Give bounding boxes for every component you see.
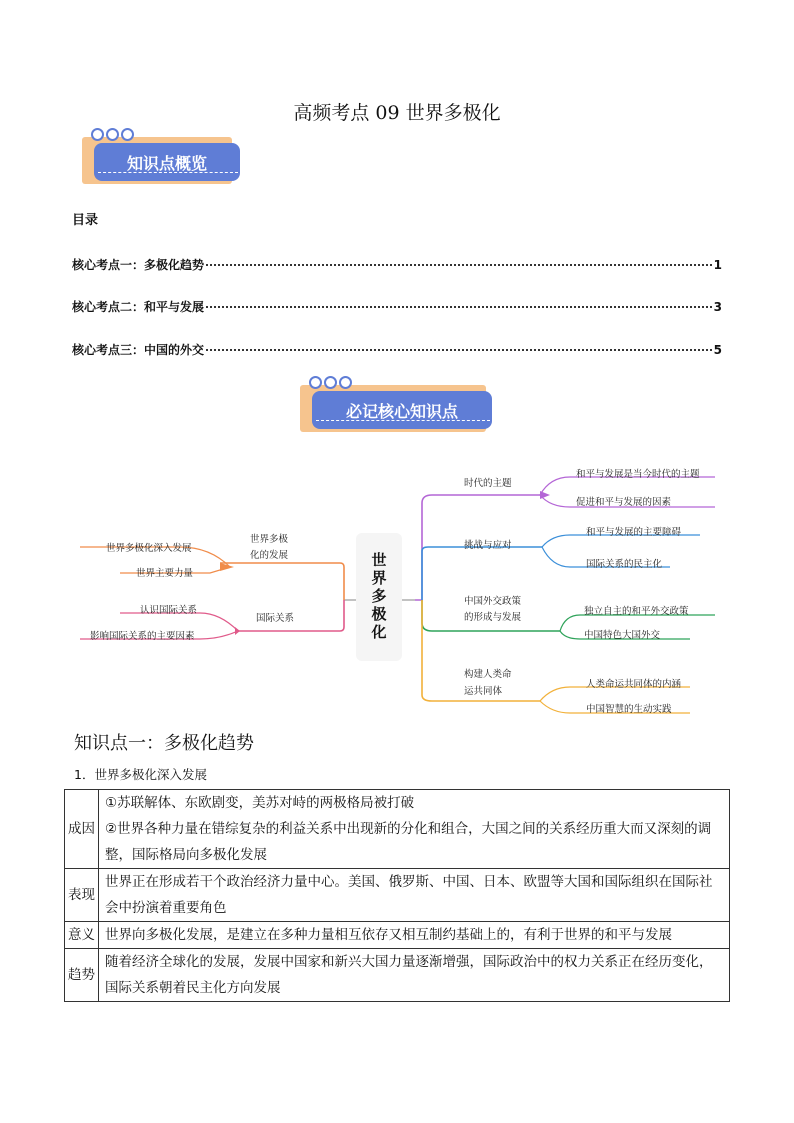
leaf-label: 人类命运共同体的内涵 xyxy=(586,679,682,690)
node-label: 挑战与应对 xyxy=(464,540,512,551)
section-subtitle: 1．世界多极化深入发展 xyxy=(74,767,207,782)
toc-leader xyxy=(206,349,712,351)
toc-item-label: 核心考点二：和平与发展 xyxy=(72,300,205,314)
overview-banner xyxy=(82,128,242,190)
node-label: 构建人类命 xyxy=(464,669,512,680)
mind-map xyxy=(60,455,740,730)
toc-item-page: 3 xyxy=(713,300,722,314)
row-line: ①苏联解体、东欧剧变，美苏对峙的两极格局被打破 xyxy=(105,795,415,811)
toc-leader xyxy=(206,306,712,308)
row-content: 世界正在形成若干个政治经济力量中心。美国、俄罗斯、中国、日本、欧盟等大国和国际组织在国际社会中扮演着重要角色 xyxy=(99,869,730,922)
toc-item-2[interactable] xyxy=(72,298,722,315)
row-head: 成因 xyxy=(65,790,99,869)
node-label: 国际关系 xyxy=(256,613,295,624)
toc-heading: 目录 xyxy=(72,213,99,228)
row-line: ②世界各种力量在错综复杂的利益关系中出现新的分化和组合，大国之间的关系经历重大而又深刻的调整，国际格局向多极化发展 xyxy=(105,821,712,863)
toc-leader xyxy=(206,264,712,266)
leaf-label: 影响国际关系的主要因素 xyxy=(90,631,195,642)
leaf-label: 中国特色大国外交 xyxy=(584,630,661,641)
node-label: 运共同体 xyxy=(464,686,503,697)
node-label: 的形成与发展 xyxy=(464,612,522,623)
leaf-label: 世界多极化深入发展 xyxy=(106,543,192,554)
row-content: 世界向多极化发展，是建立在多种力量相互依存又相互制约基础上的，有利于世界的和平与发展 xyxy=(99,922,730,949)
banner-dash xyxy=(316,420,490,421)
leaf-label: 独立自主的和平外交政策 xyxy=(584,606,689,617)
row-head: 趋势 xyxy=(65,949,99,1002)
leaf-label: 和平与发展是当今时代的主题 xyxy=(576,469,700,480)
toc-item-label: 核心考点一：多极化趋势 xyxy=(72,258,205,272)
knowledge-table xyxy=(64,789,730,1002)
banner-label: 知识点概览 xyxy=(94,143,240,181)
node-label: 化的发展 xyxy=(250,550,289,561)
toc-item-1[interactable] xyxy=(72,256,722,273)
page-title: 高频考点 09 世界多极化 xyxy=(293,102,501,124)
node-label: 世界多极 xyxy=(250,534,289,545)
toc-item-page: 1 xyxy=(713,258,722,272)
banner-dash xyxy=(98,172,238,173)
mind-map-center: 世界多极化 xyxy=(356,533,402,661)
row-head: 意义 xyxy=(65,922,99,949)
row-content xyxy=(99,790,730,869)
row-content: 随着经济全球化的发展，发展中国家和新兴大国力量逐渐增强，国际政治中的权力关系正在经历变化，国际关系朝着民主化方向发展 xyxy=(99,949,730,1002)
banner-rings-icon xyxy=(309,376,352,389)
table-row xyxy=(65,949,730,1002)
leaf-label: 促进和平与发展的因素 xyxy=(576,497,672,508)
section-title: 知识点一：多极化趋势 xyxy=(74,733,254,754)
leaf-label: 国际关系的民主化 xyxy=(586,559,663,570)
row-head: 表现 xyxy=(65,869,99,922)
toc-item-label: 核心考点三：中国的外交 xyxy=(72,343,205,357)
toc-item-page: 5 xyxy=(713,343,722,357)
table-row xyxy=(65,922,730,949)
table-row xyxy=(65,790,730,869)
leaf-label: 和平与发展的主要障碍 xyxy=(586,527,682,538)
leaf-label: 世界主要力量 xyxy=(136,568,194,579)
core-knowledge-banner xyxy=(300,376,496,438)
table-row xyxy=(65,869,730,922)
banner-label: 必记核心知识点 xyxy=(312,391,492,429)
toc-item-3[interactable] xyxy=(72,341,722,358)
node-label: 时代的主题 xyxy=(464,478,512,489)
node-label: 中国外交政策 xyxy=(464,596,522,607)
banner-rings-icon xyxy=(91,128,134,141)
leaf-label: 认识国际关系 xyxy=(140,605,198,616)
leaf-label: 中国智慧的生动实践 xyxy=(586,704,672,715)
